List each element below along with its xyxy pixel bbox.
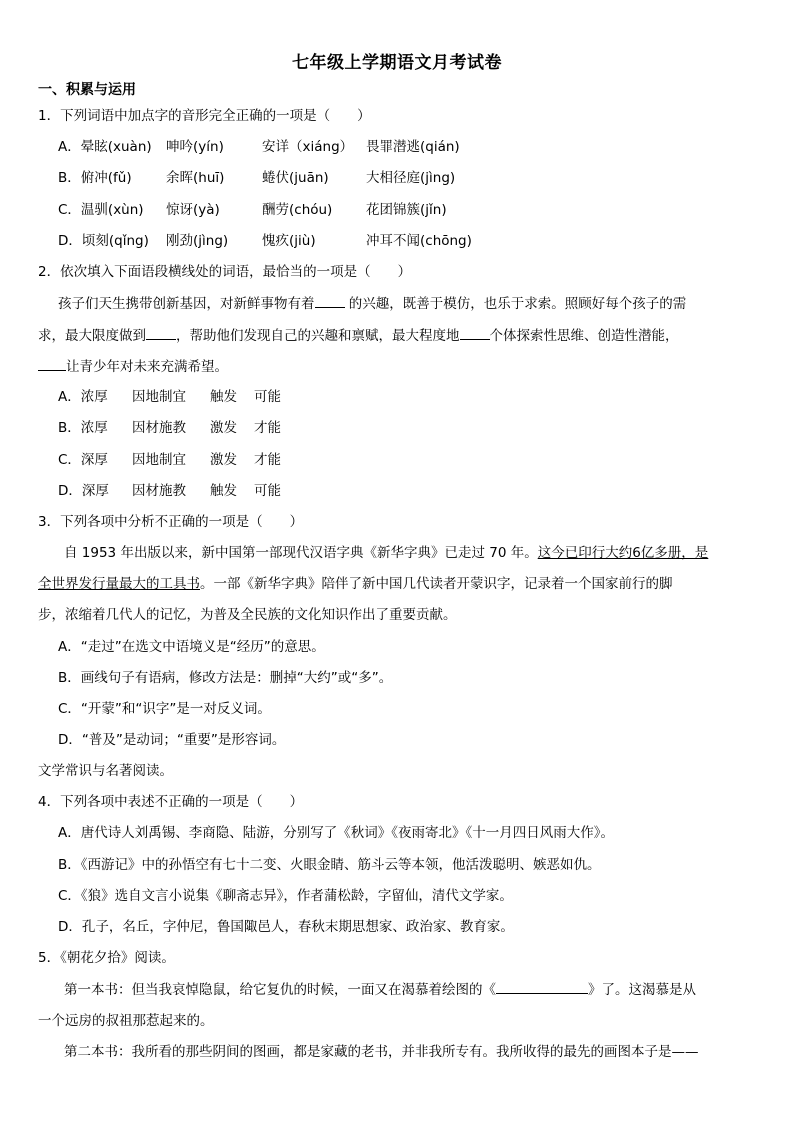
option-word: 激发 <box>210 452 237 468</box>
passage-text: ，帮助他们发现自己的兴趣和禀赋，最大程度地 <box>176 328 460 344</box>
option-word: C．深厚 <box>58 452 108 468</box>
question-3-option-d: D．“普及”是动词；“重要”是形容词。 <box>58 732 286 748</box>
question-1-option-b <box>58 168 455 188</box>
option-word: 刚劲(jìng) <box>166 233 229 249</box>
section-heading-2: 文学常识与名著阅读。 <box>38 763 173 779</box>
question-2-passage-line-2 <box>38 325 679 346</box>
option-word: 可能 <box>254 389 281 405</box>
option-word: 酬劳(chóu) <box>262 202 333 218</box>
option-word: 才能 <box>254 420 281 436</box>
question-5-passage-line-3: 第二本书：我所看的那些阴间的图画，都是家藏的老书，并非我所专有。我所收得的最先的画图本子是—— <box>64 1044 699 1060</box>
fill-blank <box>460 325 490 340</box>
question-3-passage-line-2 <box>38 574 673 594</box>
question-3-passage-line-3: 步，浓缩着几代人的记忆，为普及全民族的文化知识作出了重要贡献。 <box>38 607 457 623</box>
option-word: 冲耳不闻(chōng) <box>366 233 472 249</box>
option-word: 因材施教 <box>132 420 186 436</box>
option-word: 因地制宜 <box>132 452 186 468</box>
question-4-option-b: B．《西游记》中的孙悟空有七十二变、火眼金睛、筋斗云等本领，他活泼聪明、嫉恶如仇。 <box>58 857 601 873</box>
option-word: D．顷刻(qǐng) <box>58 233 149 249</box>
option-word: 余晖(huī) <box>166 170 225 186</box>
option-word: 因地制宜 <box>132 389 186 405</box>
question-2-option-d <box>58 481 281 501</box>
passage-text: 。一部《新华字典》陪伴了新中国几代读者开蒙识字，记录着一个国家前行的脚 <box>200 576 673 592</box>
question-4-stem: 4．下列各项中表述不正确的一项是（ ） <box>38 794 304 810</box>
option-word: 愧疚(jiù) <box>262 233 316 249</box>
option-word: 因材施教 <box>132 483 186 499</box>
underlined-sentence: 这今已印行大约6亿多册，是 <box>537 545 709 561</box>
question-5-passage-line-2: 一个远房的叔祖那惹起来的。 <box>38 1013 214 1029</box>
question-3-passage-line-1 <box>64 543 708 563</box>
option-word: 呻吟(yín) <box>166 139 224 155</box>
question-5-passage-line-1 <box>64 979 696 1000</box>
passage-text: 个体探索性思维、创造性潜能， <box>489 328 679 344</box>
question-3-option-a: A．“走过”在选文中语境义是“经历”的意思。 <box>58 639 325 655</box>
underlined-sentence: 全世界发行量最大的工具书 <box>38 576 200 592</box>
option-word: 蜷伏(juān) <box>262 170 329 186</box>
option-word: 畏罪潜逃(qián) <box>366 139 460 155</box>
page-title: 七年级上学期语文月考试卷 <box>292 53 502 73</box>
option-word: B．俯冲(fǔ) <box>58 170 132 186</box>
question-2-option-a <box>58 387 281 407</box>
option-word: 激发 <box>210 420 237 436</box>
passage-text: 让青少年对未来充满希望。 <box>66 359 228 375</box>
passage-text: 的兴趣，既善于模仿，也乐于求索。照顾好每个孩子的需 <box>348 296 687 312</box>
option-word: B．浓厚 <box>58 420 108 436</box>
question-1-stem: 1．下列词语中加点字的音形完全正确的一项是（ ） <box>38 108 371 124</box>
question-3-option-c: C．“开蒙”和“识字”是一对反义词。 <box>58 701 271 717</box>
question-1-option-c <box>58 200 447 220</box>
option-word: D．深厚 <box>58 483 109 499</box>
question-4-option-d: D．孔子，名丘，字仲尼，鲁国陬邑人，春秋末期思想家、政治家、教育家。 <box>58 919 514 935</box>
passage-text: 求，最大限度做到 <box>38 328 146 344</box>
question-5-stem: 5．《朝花夕拾》阅读。 <box>38 950 175 966</box>
question-3-stem: 3．下列各项中分析不正确的一项是（ ） <box>38 514 304 530</box>
question-2-stem: 2．依次填入下面语段横线处的词语，最恰当的一项是（ ） <box>38 264 412 280</box>
question-2-passage-line-1 <box>58 293 686 314</box>
question-1-option-d <box>58 231 472 251</box>
passage-text: 》了。这渴慕是从 <box>588 982 696 998</box>
option-word: 花团锦簇(jǐn) <box>366 202 447 218</box>
option-word: 触发 <box>210 483 237 499</box>
option-word: C．温驯(xùn) <box>58 202 144 218</box>
question-2-passage-line-3 <box>38 356 228 377</box>
passage-text: 孩子们天生携带创新基因，对新鲜事物有着 <box>58 296 315 312</box>
question-4-option-c: C．《狼》选自文言小说集《聊斋志异》，作者蒲松龄，字留仙，清代文学家。 <box>58 888 513 904</box>
fill-blank <box>315 293 345 308</box>
option-word: 大相径庭(jìng) <box>366 170 456 186</box>
question-4-option-a: A．唐代诗人刘禹锡、李商隐、陆游，分别写了《秋词》《夜雨寄北》《十一月四日风雨大作》。 <box>58 825 614 841</box>
fill-blank <box>38 356 66 371</box>
fill-blank <box>146 325 176 340</box>
passage-text: 自 1953 年出版以来，新中国第一部现代汉语字典《新华字典》已走过 70 年。 <box>64 545 538 561</box>
fill-blank <box>496 979 588 994</box>
question-3-option-b: B．画线句子有语病，修改方法是：删掉“大约”或“多”。 <box>58 670 393 686</box>
option-word: 才能 <box>254 452 281 468</box>
option-word: 可能 <box>254 483 281 499</box>
passage-text: 第一本书：但当我哀悼隐鼠，给它复仇的时候，一面又在渴慕着绘图的《 <box>64 982 496 998</box>
option-word: 安详（xiáng） <box>262 139 354 155</box>
option-word: A．浓厚 <box>58 389 108 405</box>
option-word: A．晕眩(xuàn) <box>58 139 152 155</box>
option-word: 惊讶(yà) <box>166 202 220 218</box>
option-word: 触发 <box>210 389 237 405</box>
question-1-option-a <box>58 137 460 157</box>
question-2-option-c <box>58 450 281 470</box>
section-heading-1: 一、积累与运用 <box>38 82 136 98</box>
question-2-option-b <box>58 418 281 438</box>
